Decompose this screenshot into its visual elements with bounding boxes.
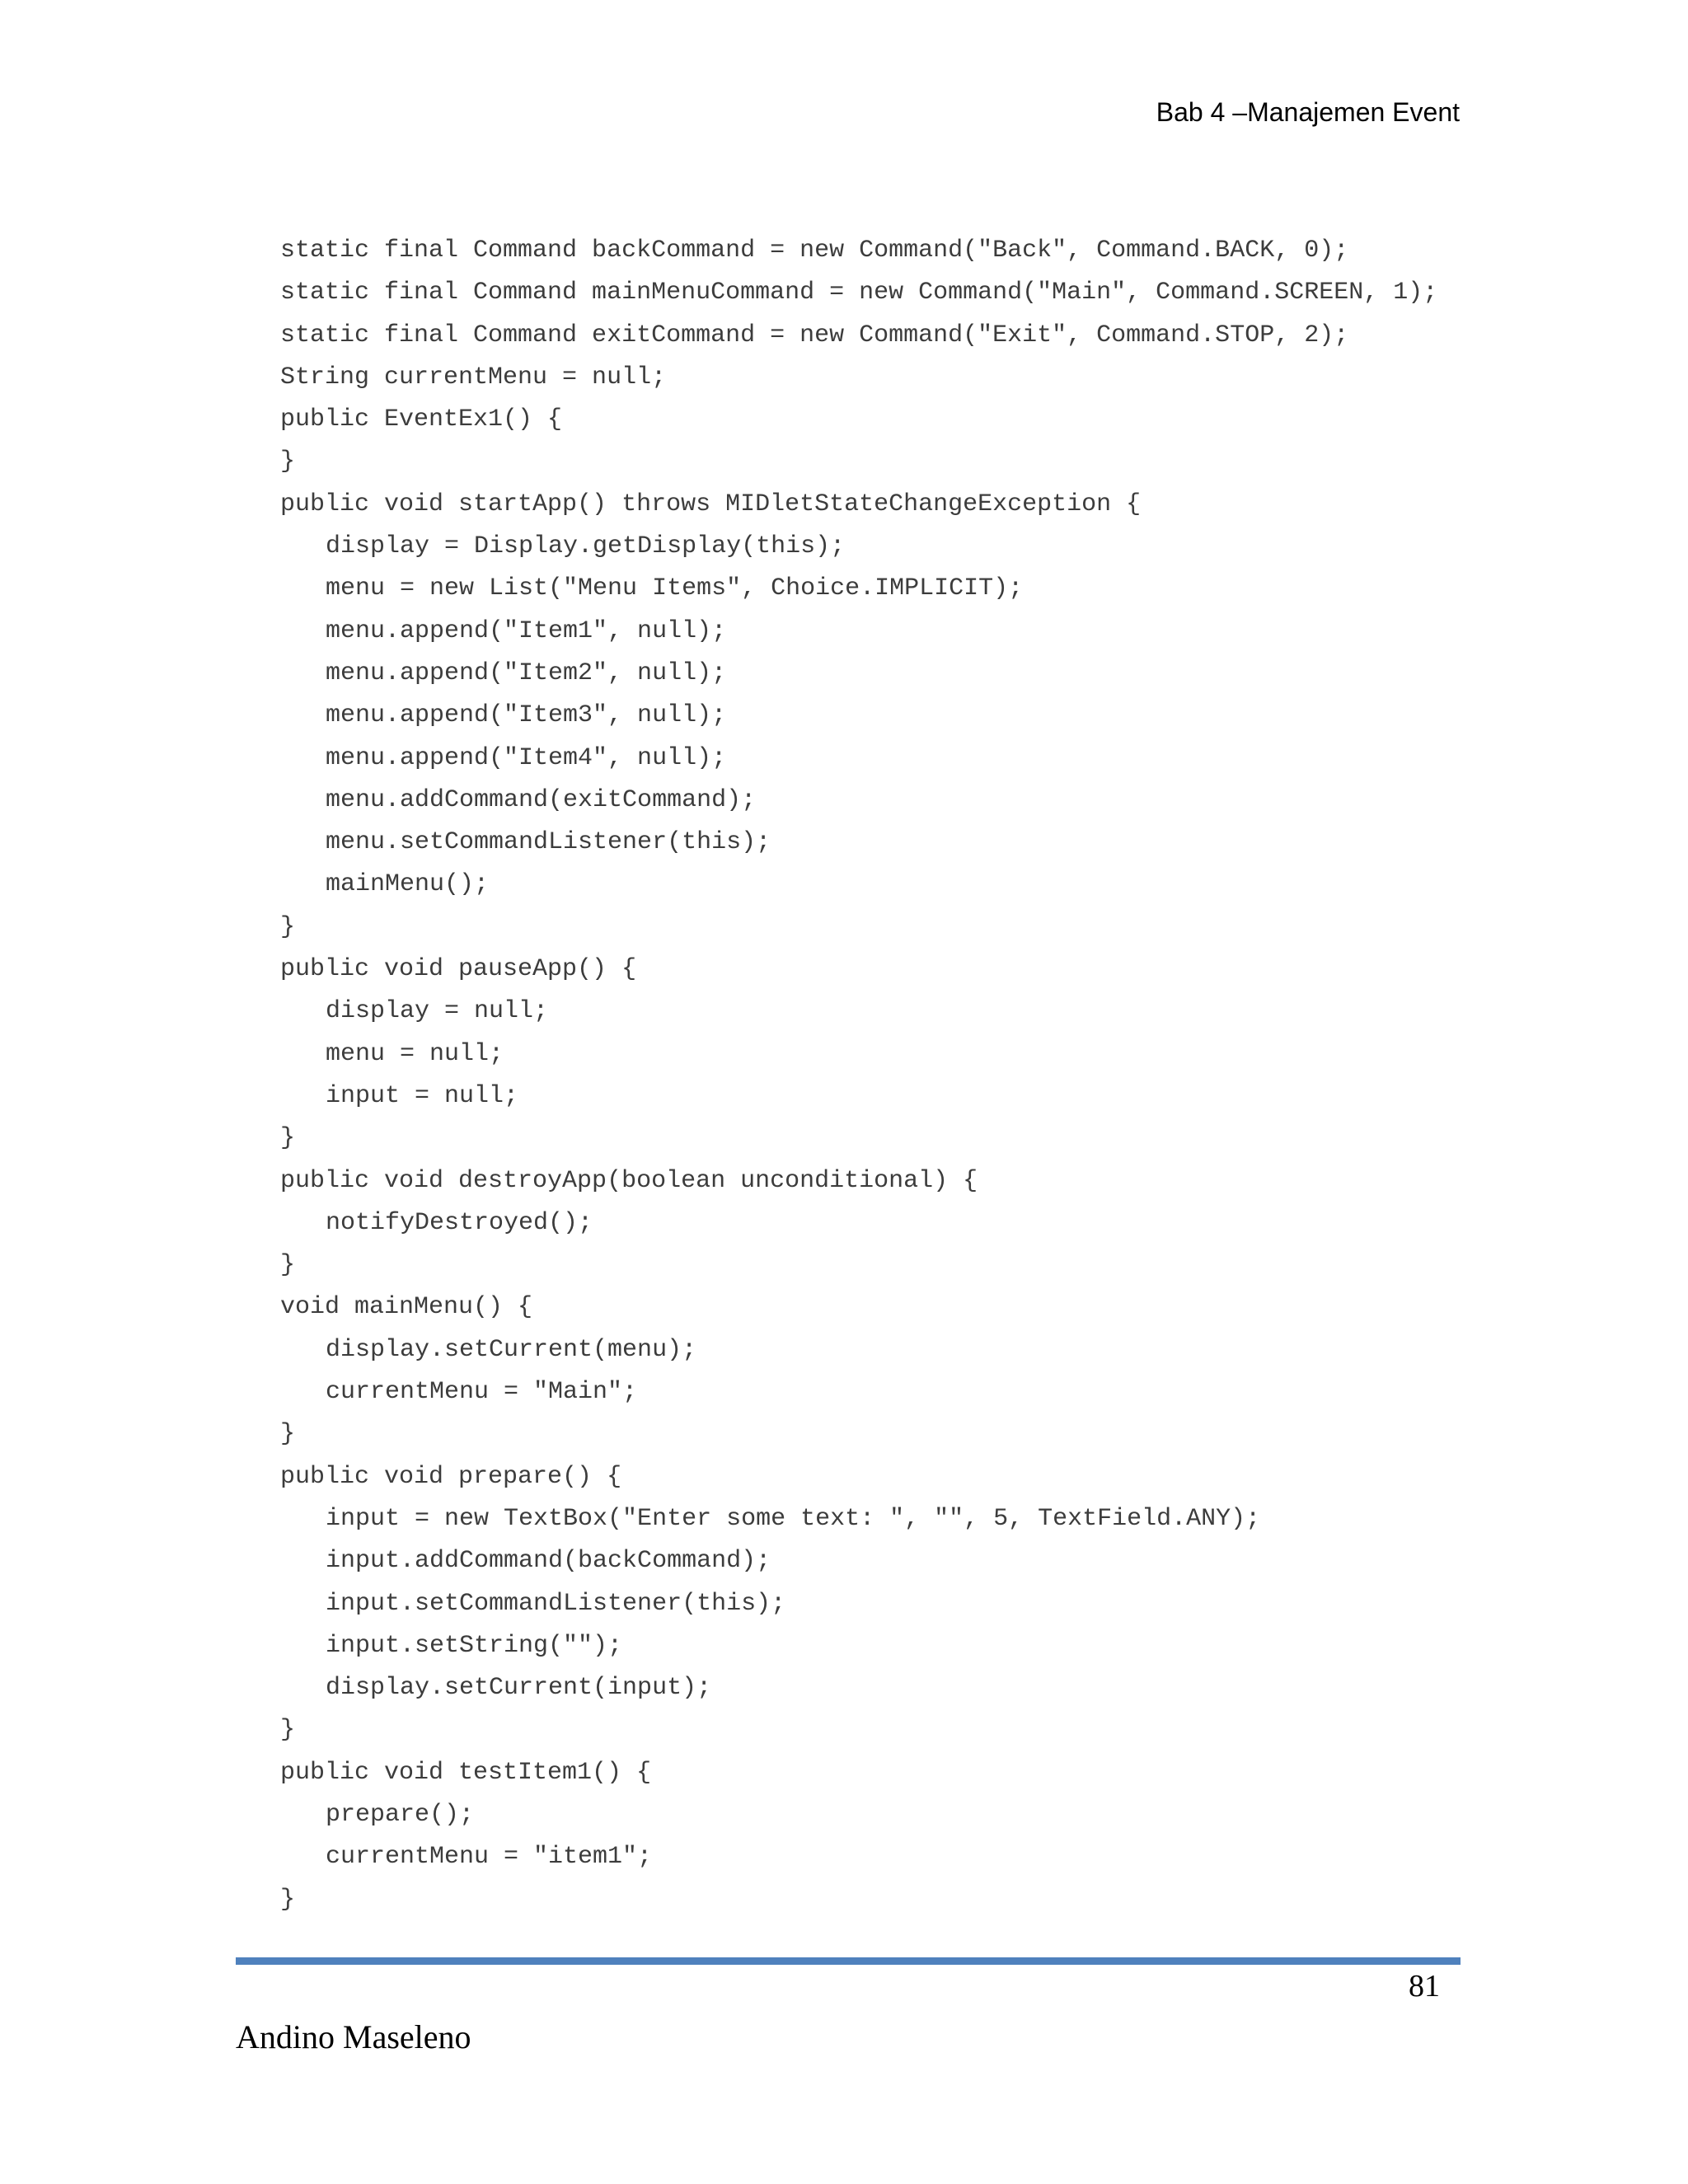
- code-line: String currentMenu = null;: [280, 363, 667, 391]
- code-line: }: [280, 448, 296, 476]
- code-line: notifyDestroyed();: [326, 1208, 593, 1237]
- code-line: }: [280, 912, 296, 941]
- code-line: display.setCurrent(input);: [326, 1674, 712, 1703]
- code-line: menu.append("Item1", null);: [326, 616, 727, 645]
- code-line: menu.append("Item2", null);: [326, 658, 727, 687]
- code-line: mainMenu();: [326, 870, 490, 899]
- code-line: menu = null;: [326, 1039, 504, 1068]
- code-line: void mainMenu() {: [280, 1293, 533, 1322]
- code-line: menu.addCommand(exitCommand);: [326, 785, 757, 814]
- code-line: input = new TextBox("Enter some text: ", "", 5, TextField.ANY);: [326, 1504, 1261, 1533]
- code-line: currentMenu = "Main";: [326, 1378, 638, 1407]
- code-line: menu = new List("Menu Items", Choice.IMPLICIT);: [326, 574, 1024, 603]
- code-line: display.setCurrent(menu);: [326, 1335, 697, 1364]
- code-line: menu.setCommandListener(this);: [326, 828, 771, 857]
- code-line: currentMenu = "item1";: [326, 1843, 653, 1872]
- code-line: }: [280, 1885, 296, 1914]
- code-line: input = null;: [326, 1081, 519, 1110]
- code-line: input.addCommand(backCommand);: [326, 1547, 771, 1576]
- code-listing: [280, 230, 1437, 1921]
- code-line: public void pauseApp() {: [280, 955, 637, 984]
- code-line: display = Display.getDisplay(this);: [326, 532, 846, 561]
- code-line: static final Command mainMenuCommand = new Command("Main", Command.SCREEN, 1);: [280, 279, 1438, 307]
- code-line: public void destroyApp(boolean unconditional) {: [280, 1166, 978, 1195]
- code-line: public void startApp() throws MIDletStateChangeException {: [280, 490, 1142, 518]
- code-line: static final Command exitCommand = new Command("Exit", Command.STOP, 2);: [280, 321, 1349, 349]
- code-line: public void prepare() {: [280, 1462, 622, 1491]
- code-line: input.setString("");: [326, 1631, 623, 1660]
- code-line: }: [280, 1251, 296, 1280]
- code-line: public EventEx1() {: [280, 405, 563, 434]
- code-line: menu.append("Item3", null);: [326, 701, 727, 730]
- code-line: static final Command backCommand = new Command("Back", Command.BACK, 0);: [280, 237, 1349, 265]
- footer-divider: [236, 1957, 1461, 1965]
- page-number: 81: [1409, 1969, 1440, 2004]
- code-line: }: [280, 1716, 296, 1745]
- author-name: Andino Maseleno: [236, 2018, 471, 2055]
- code-line: prepare();: [326, 1800, 475, 1829]
- code-line: input.setCommandListener(this);: [326, 1589, 786, 1618]
- chapter-header: Bab 4 –Manajemen Event: [1156, 97, 1460, 127]
- code-line: display = null;: [326, 997, 549, 1026]
- code-line: }: [280, 1420, 296, 1449]
- code-line: }: [280, 1124, 296, 1153]
- code-line: menu.append("Item4", null);: [326, 743, 727, 772]
- code-line: public void testItem1() {: [280, 1758, 652, 1787]
